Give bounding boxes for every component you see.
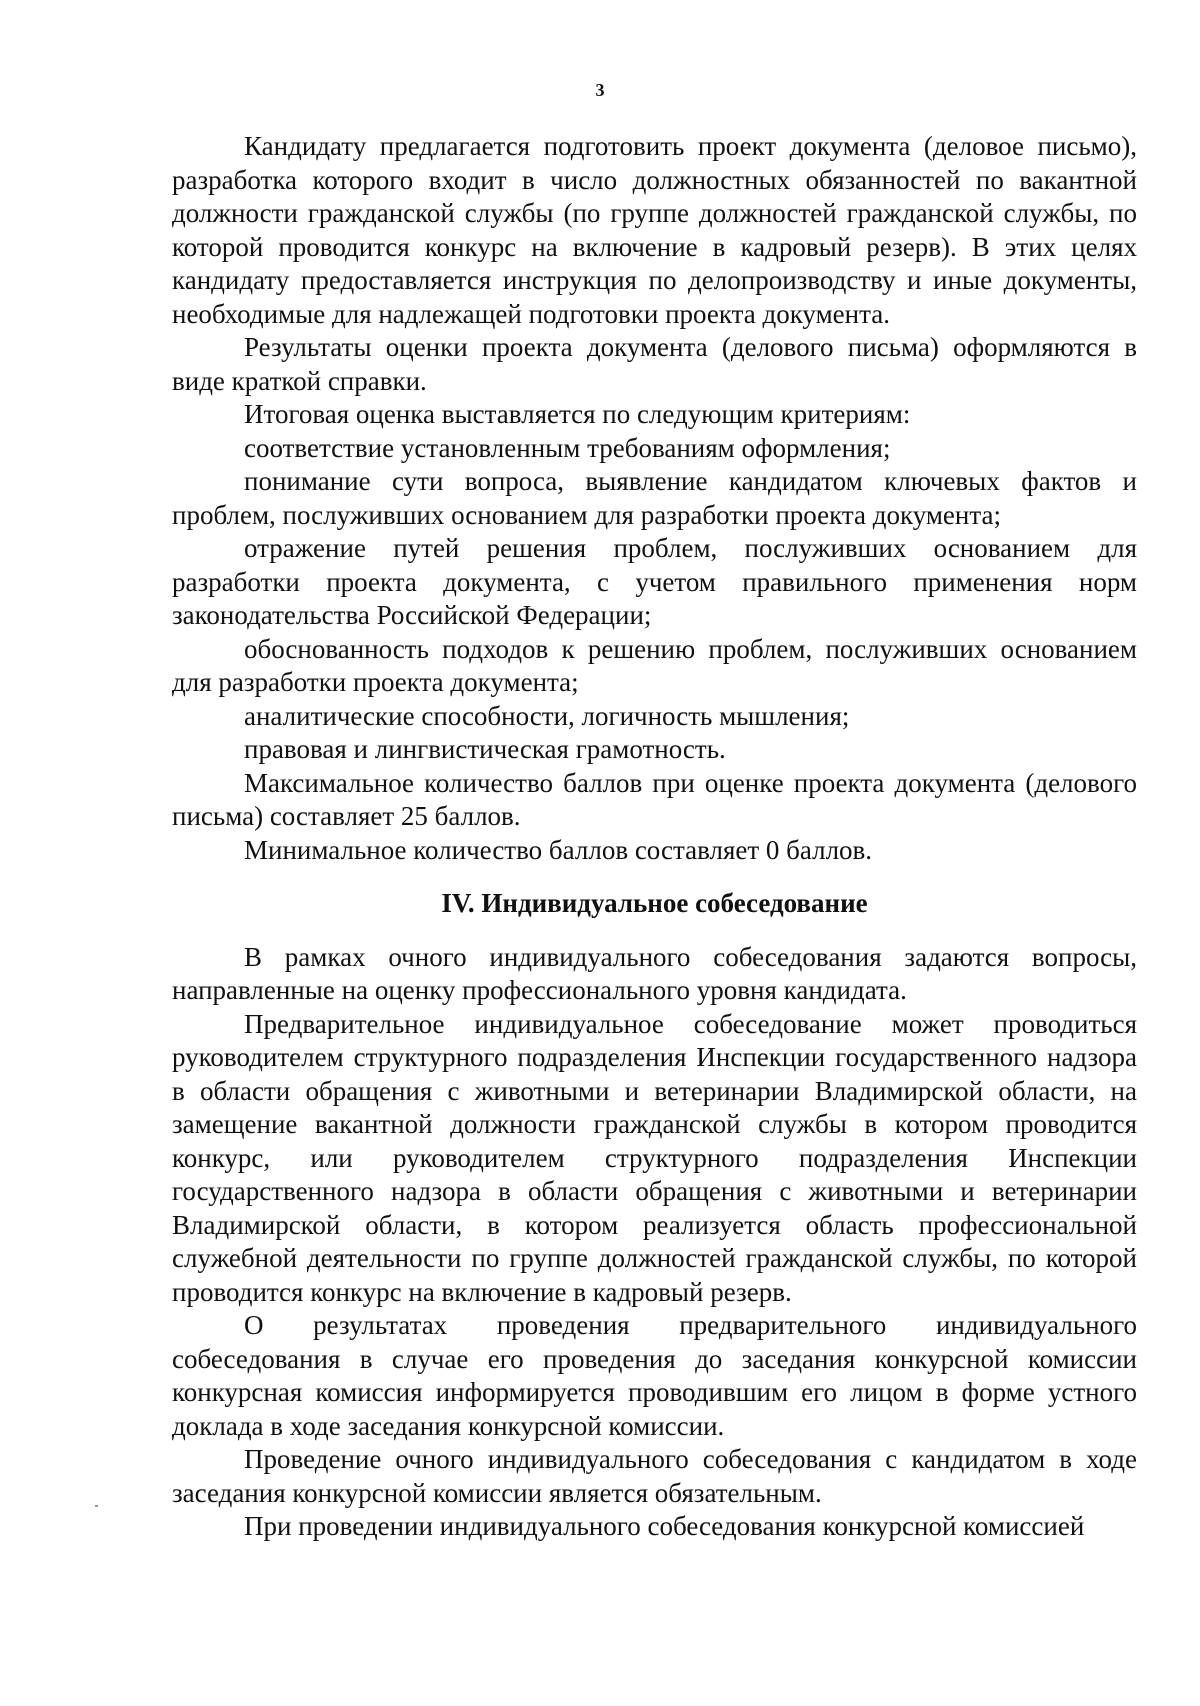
criterion-justification: обоснованность подходов к решению проблем, послуживших основанием для разработки проекта документа; xyxy=(172,633,1137,697)
paragraph-preliminary-interview: Предварительное индивидуальное собеседование может проводиться руководителем структурного подразделения Инспекции государственного надзора в области обращения с животными и ветеринарии Владимирской области, на замещение вакантной должности гражданской службы в котором проводится конкурс, или руководителем структурного подразделения Инспекции государственного надзора в области обращения с животными и ветеринарии Владимирской области, в котором реализуется область профессиональной служебной деятельности по группе должностей гражданской службы, по которой проводится конкурс на включение в кадровый резерв. xyxy=(172,1008,1137,1307)
page-number: 3 xyxy=(595,80,605,100)
paragraph-interview-commission: При проведении индивидуального собеседования конкурсной комиссией xyxy=(244,1511,1085,1541)
paragraph-criteria-intro: Итоговая оценка выставляется по следующим критериям: xyxy=(244,399,911,429)
criterion-literacy: правовая и лингвистическая грамотность. xyxy=(244,734,726,764)
paragraph-assignment: Кандидату предлагается подготовить проект документа (деловое письмо), разработка которого входит в число должностных обязанностей по вакантной должности гражданской службы (по группе должностей гражданской службы, по которой проводится конкурс на включение в кадровый резерв). В этих целях кандидату предоставляется инструкция по делопроизводству и иные документы, необходимые для надлежащей подготовки проекта документа. xyxy=(172,131,1137,329)
paragraph-max-score: Максимальное количество баллов при оценке проекта документа (делового письма) составляет 25 баллов. xyxy=(172,767,1137,831)
criterion-solutions: отражение путей решения проблем, послуживших основанием для разработки проекта документа, с учетом правильного применения норм законодательства Российской Федерации; xyxy=(172,533,1137,630)
document-body xyxy=(172,130,1137,1544)
scan-speck xyxy=(95,1505,98,1507)
criterion-analytics: аналитические способности, логичность мышления; xyxy=(244,700,850,731)
paragraph-interview-report: О результатах проведения предварительного индивидуального собеседования в случае его проведения до заседания конкурсной комиссии конкурсная комиссия информируется проводившим его лицом в форме устного доклада в ходе заседания конкурсной комиссии. xyxy=(172,1310,1137,1441)
paragraph-interview-intro: В рамках очного индивидуального собеседования задаются вопросы, направленные на оценку профессионального уровня кандидата. xyxy=(172,941,1137,1005)
criterion-formatting: соответствие установленным требованиям оформления; xyxy=(244,432,891,463)
section-heading: IV. Индивидуальное собеседование xyxy=(441,888,868,918)
paragraph-interview-mandatory: Проведение очного индивидуального собеседования с кандидатом в ходе заседания конкурсной комиссии является обязательным. xyxy=(172,1444,1137,1508)
paragraph-results: Результаты оценки проекта документа (делового письма) оформляются в виде краткой справки. xyxy=(172,332,1137,396)
criterion-understanding: понимание сути вопроса, выявление кандидатом ключевых фактов и проблем, послуживших основанием для разработки проекта документа; xyxy=(172,466,1137,530)
paragraph-min-score: Минимальное количество баллов составляет 0 баллов. xyxy=(244,834,873,865)
